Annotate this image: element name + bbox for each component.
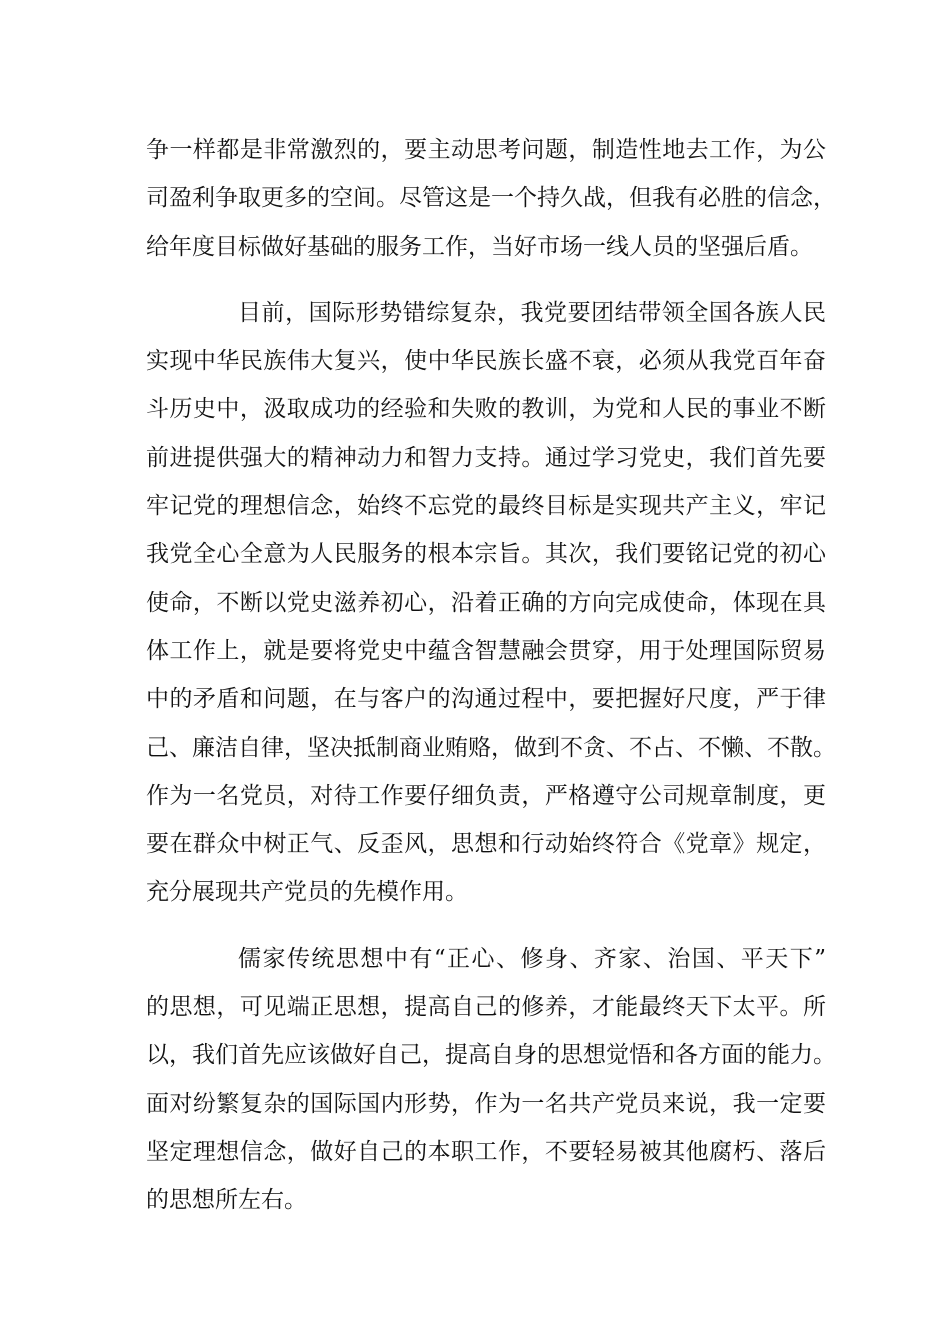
paragraph-spacing xyxy=(146,271,826,289)
paragraph-2 xyxy=(146,289,836,917)
paragraph-line: 牢记党的理想信念，始终不忘党的最终目标是实现共产主义，牢记 xyxy=(146,493,826,520)
paragraph-line: 己、廉洁自律，坚决抵制商业贿赂，做到不贪、不占、不懒、不散。 xyxy=(146,734,836,761)
document-body xyxy=(146,126,836,1225)
paragraph-line: 目前，国际形势错综复杂，我党要团结带领全国各族人民 xyxy=(238,299,826,326)
paragraph-line: 司盈利争取更多的空间。尽管这是一个持久战，但我有必胜的信念， xyxy=(146,185,836,212)
paragraph-spacing xyxy=(146,917,826,935)
paragraph-line: 斗历史中，汲取成功的经验和失败的教训，为党和人民的事业不断 xyxy=(146,396,826,423)
paragraph-line: 的思想所左右。 xyxy=(146,1187,307,1214)
paragraph-line: 充分展现共产党员的先模作用。 xyxy=(146,879,468,906)
paragraph-line: 面对纷繁复杂的国际国内形势，作为一名共产党员来说，我一定要 xyxy=(146,1090,826,1117)
paragraph-line: 中的矛盾和问题，在与客户的沟通过程中，要把握好尺度，严于律 xyxy=(146,686,826,713)
paragraph-1 xyxy=(146,126,836,271)
paragraph-line: 给年度目标做好基础的服务工作，当好市场一线人员的坚强后盾。 xyxy=(146,233,813,260)
paragraph-line: 要在群众中树正气、反歪风，思想和行动始终符合《党章》规定， xyxy=(146,831,826,858)
paragraph-line: 前进提供强大的精神动力和智力支持。通过学习党史，我们首先要 xyxy=(146,444,826,471)
paragraph-line: 儒家传统思想中有“正心、修身、齐家、治国、平天下” xyxy=(238,945,826,972)
paragraph-line: 使命，不断以党史滋养初心，沿着正确的方向完成使命，体现在具 xyxy=(146,589,826,616)
paragraph-line: 坚定理想信念，做好自己的本职工作，不要轻易被其他腐朽、落后 xyxy=(146,1138,826,1165)
paragraph-line: 实现中华民族伟大复兴，使中华民族长盛不衰，必须从我党百年奋 xyxy=(146,348,826,375)
paragraph-line: 作为一名党员，对待工作要仔细负责，严格遵守公司规章制度，更 xyxy=(146,782,826,809)
paragraph-line: 体工作上，就是要将党史中蕴含智慧融会贯穿，用于处理国际贸易 xyxy=(146,637,826,664)
paragraph-line: 我党全心全意为人民服务的根本宗旨。其次，我们要铭记党的初心 xyxy=(146,541,826,568)
paragraph-line: 争一样都是非常激烈的，要主动思考问题，制造性地去工作，为公 xyxy=(146,137,826,163)
paragraph-line: 以，我们首先应该做好自己，提高自身的思想觉悟和各方面的能力。 xyxy=(146,1042,836,1069)
paragraph-3 xyxy=(146,935,836,1225)
paragraph-line: 的思想，可见端正思想，提高自己的修养，才能最终天下太平。所 xyxy=(146,994,826,1021)
